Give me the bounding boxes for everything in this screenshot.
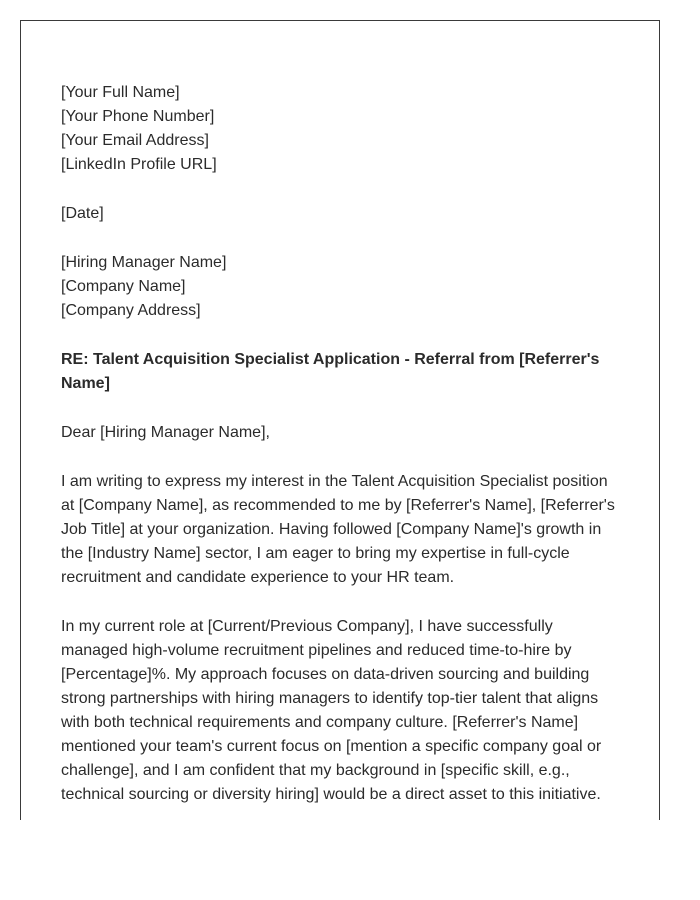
subject-line: RE: Talent Acquisition Specialist Application - Referral from [Referrer's Name] [61, 351, 600, 392]
sender-block [61, 81, 621, 177]
body-paragraph: I am writing to express my interest in the Talent Acquisition Specialist position at [Company Name], as recommended to me by [Referrer's Name], [Referrer's Job Title] at your organization. Having followed [Company Name]'s growth in the [Industry Name] sector, I am eager to bring my expertise in full-cycle recruitment and candidate experience to your HR team. [61, 473, 615, 586]
letter-content [61, 81, 621, 820]
sender-name: [Your Full Name] [61, 84, 180, 101]
recipient-manager-name: [Hiring Manager Name] [61, 254, 227, 271]
sender-phone: [Your Phone Number] [61, 108, 215, 125]
sender-linkedin: [LinkedIn Profile URL] [61, 156, 217, 173]
salutation: Dear [Hiring Manager Name], [61, 424, 270, 441]
recipient-block [61, 251, 621, 323]
body-paragraph: In my current role at [Current/Previous Company], I have successfully managed high-volume recruitment pipelines and reduced time-to-hire by [Percentage]%. My approach focuses on data-driven sourcing and building strong partnerships with hiring managers to identify top-tier talent that aligns with both technical requirements and company culture. [Referrer's Name] mentioned your team's current focus on [mention a specific company goal or challenge], and I am confident that my background in [specific skill, e.g., technical sourcing or diversity hiring] would be a direct asset to this initiative. [61, 618, 602, 803]
date-block [61, 202, 621, 226]
recipient-company-name: [Company Name] [61, 278, 186, 295]
letter-date: [Date] [61, 205, 104, 222]
letter-page [20, 20, 660, 820]
recipient-company-address: [Company Address] [61, 302, 201, 319]
sender-email: [Your Email Address] [61, 132, 209, 149]
